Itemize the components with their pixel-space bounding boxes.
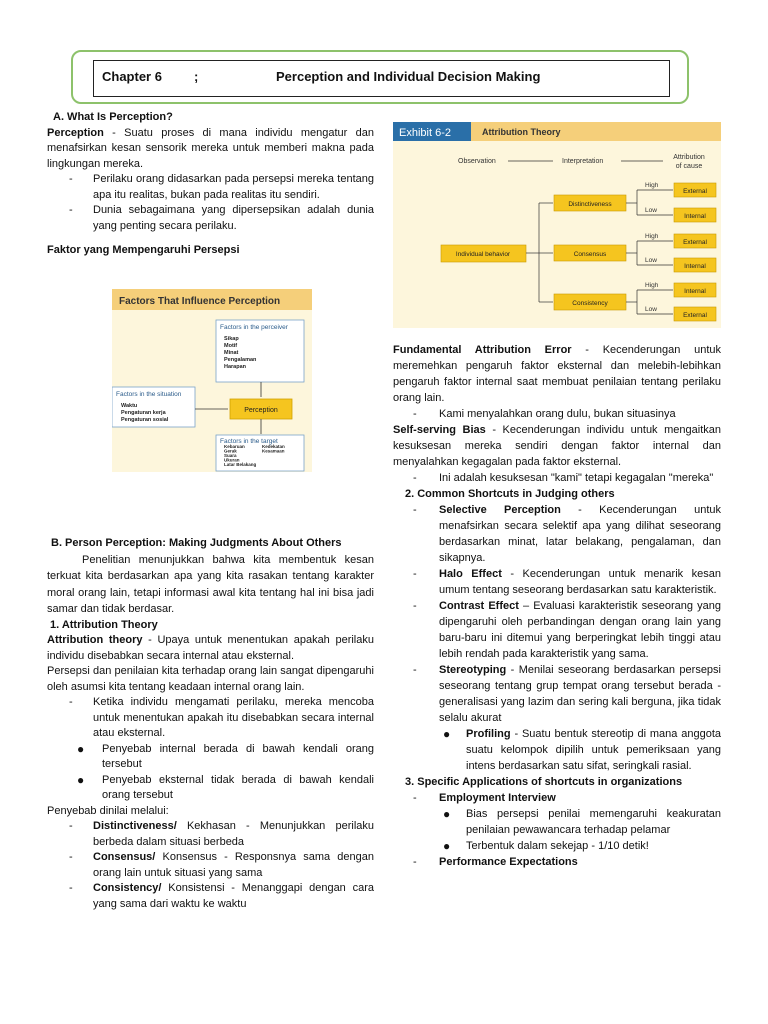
situation-item: Pengaturan sosial [121, 417, 169, 423]
svg-text:High: High [645, 182, 659, 189]
svg-text:Low: Low [645, 207, 657, 214]
svg-text:High: High [645, 233, 659, 240]
target-item: Kedekatan [262, 444, 285, 449]
ssb-definition: Self-serving Bias - Kecenderungan individu untuk mengaitkan kesuksesan mereka sendiri dengan faktor internal dan menyalahkan kegagalan pada faktor eksternal. [393, 424, 721, 468]
perceiver-item: Motif [224, 343, 238, 349]
svg-text:High: High [645, 282, 659, 289]
list-item: - Ini adalah kesuksesan "kami" tetapi kegagalan "mereka" [413, 472, 714, 484]
attribution-label-2: of cause [675, 163, 703, 170]
chapter-number: Chapter 6 [102, 69, 162, 84]
perceiver-title: Factors in the perceiver [220, 324, 288, 331]
list-item: - Halo Effect - Kecenderungan untuk menarik kesan umum tentang seseorang berdasarkan satu karakteristik. [413, 568, 721, 596]
perception-node-label: Perception [244, 407, 278, 414]
right-column [393, 342, 721, 870]
applications-heading: 3. Specific Applications of shortcuts in organizations [405, 776, 683, 788]
persepsi-paragraph: Persepsi dan penilaian kita terhadap orang lain sangat dipengaruhi oleh asumsi kita tentang keadaan internal orang lain. [47, 665, 374, 693]
dinilai-text: Penyebab dinilai melalui: [47, 804, 169, 817]
target-item: Latar Belakang [224, 462, 257, 467]
svg-text:Internal: Internal [684, 213, 706, 220]
svg-text:Consensus: Consensus [573, 251, 607, 258]
list-item: - Ketika individu mengamati perilaku, mereka mencoba untuk menentukan apakah itu disebabkan secara internal atau eksternal. [69, 696, 374, 739]
attribution-heading: 1. Attribution Theory [50, 618, 158, 631]
section-b-paragraph: Penelitian menunjukkan bahwa kita membentuk kesan terkuat kita berdasarkan apa yang kita rasakan tentang karakter moral orang lain, tetapi informasi awal kita tentang hal ini bisa jadi samar dan tidak berdasar. [47, 553, 374, 615]
situation-title: Factors in the situation [116, 391, 182, 398]
svg-text:Low: Low [645, 257, 657, 264]
list-item: - Selective Perception - Kecenderungan untuk menafsirkan secara selektif apa yang dilihat seseorang berdasarkan minat, latar belakang, pengalaman, dan sikapnya. [413, 504, 722, 564]
observation-label: Observation [458, 158, 496, 165]
svg-text:External: External [683, 312, 707, 319]
list-item: - Consistency/ Konsistensi - Menanggapi dengan cara yang sama dari waktu ke waktu [69, 882, 374, 910]
list-item: - Kami menyalahkan orang dulu, bukan situasinya [413, 408, 676, 420]
perceiver-item: Harapan [224, 364, 247, 370]
left-column-top [47, 110, 374, 259]
list-item: - Perilaku orang didasarkan pada persepsi mereka tentang apa itu realitas, bukan pada realitas itu sendiri. [69, 173, 374, 201]
fae-definition: Fundamental Attribution Error - Kecenderungan untuk meremehkan pengaruh faktor eksternal dan melebih-lebihkan pengaruh faktor internal saat membuat penilaian tentang perilaku orang lain. [393, 344, 721, 404]
chapter-separator: ; [194, 69, 199, 84]
list-item: - Dunia sebagaimana yang dipersepsikan adalah dunia yang penting secara perilaku. [69, 204, 374, 232]
list-item: - Employment Interview [413, 792, 556, 804]
list-item: - Performance Expectations [413, 856, 578, 868]
svg-text:Internal: Internal [684, 288, 706, 295]
target-item: Ukuran [224, 457, 240, 463]
exhibit-title: Attribution Theory [482, 127, 561, 137]
list-item: ● Bias persepsi penilai memengaruhi keakuratan penilaian pewawancara terhadap pelamar [443, 807, 721, 836]
svg-text:Low: Low [645, 306, 657, 313]
svg-text:Distinctiveness: Distinctiveness [568, 201, 612, 208]
list-item: - Stereotyping - Menilai seseorang berdasarkan persepsi seseorang tentang grup tempat orang tersebut berada - generalisasi yang lazim dan sering kali berguna, jika tidak selalu akurat [413, 664, 721, 724]
perceiver-item: Minat [224, 350, 239, 356]
list-item: ● Profiling - Suatu bentuk stereotip di mana anggota suatu kelompok dipilih untuk pemeriksaan yang intens berdasarkan satu sifat, seringkali rasial. [443, 727, 721, 772]
behavior-label: Individual behavior [455, 251, 511, 258]
attribution-exhibit [393, 122, 721, 328]
list-item: - Distinctiveness/ Kekhasan - Menunjukkan perilaku berbeda dalam situasi berbeda [69, 820, 374, 848]
list-item: ● Terbentuk dalam sekejap - 1/10 detik! [443, 839, 649, 853]
target-item: Gerak [224, 448, 237, 454]
svg-text:Consistency: Consistency [572, 300, 608, 307]
faktor-heading: Faktor yang Mempengaruhi Persepsi [47, 244, 240, 256]
figure-title: Factors That Influence Perception [119, 296, 281, 307]
section-a-heading: A. What Is Perception? [53, 111, 173, 123]
list-item: - Contrast Effect – Evaluasi karakteristik seseorang yang dipengaruhi oleh perbandingan dengan orang lain yang baru-baru ini ditemui yang berperingkat lebih tinggi atau lebih rendah pada karakteristik yang sama. [413, 600, 721, 660]
svg-text:External: External [683, 239, 707, 246]
perceiver-item: Pengalaman [224, 357, 257, 363]
chapter-title: Perception and Individual Decision Making [276, 69, 541, 84]
perception-definition: Perception - Suatu proses di mana individu mengatur dan menafsirkan kesan sensorik mereka untuk memberi makna pada lingkungan mereka. [47, 126, 374, 170]
interpretation-label: Interpretation [562, 158, 604, 165]
target-item: Kebaruan [224, 444, 245, 449]
list-item: - Consensus/ Konsensus - Responsnya sama dengan orang lain untuk situasi yang sama [69, 851, 374, 879]
perceiver-item: Sikap [224, 336, 239, 342]
left-column-bottom [47, 536, 374, 912]
shortcuts-heading: 2. Common Shortcuts in Judging others [405, 488, 615, 500]
header-box [93, 60, 670, 97]
list-item: ● Penyebab internal berada di bawah kendali orang tersebut [77, 741, 374, 770]
target-item: Suara [224, 453, 237, 458]
attribution-definition: Attribution theory - Upaya untuk menentukan apakah perilaku individu disebabkan secara internal atau eksternal. [47, 634, 374, 662]
attribution-label-1: Attribution [673, 154, 705, 161]
list-item: ● Penyebab eksternal tidak berada di bawah kendali orang tersebut [77, 772, 374, 801]
section-b-heading: B. Person Perception: Making Judgments About Others [51, 537, 342, 549]
target-title: Factors in the target [220, 438, 278, 445]
situation-item: Waktu [121, 403, 138, 409]
factors-figure [112, 289, 312, 472]
svg-text:Internal: Internal [684, 263, 706, 270]
situation-item: Pengaturan kerja [121, 410, 166, 416]
exhibit-label: Exhibit 6-2 [399, 127, 451, 139]
svg-text:External: External [683, 188, 707, 195]
target-item: Kesamaan [262, 448, 285, 454]
